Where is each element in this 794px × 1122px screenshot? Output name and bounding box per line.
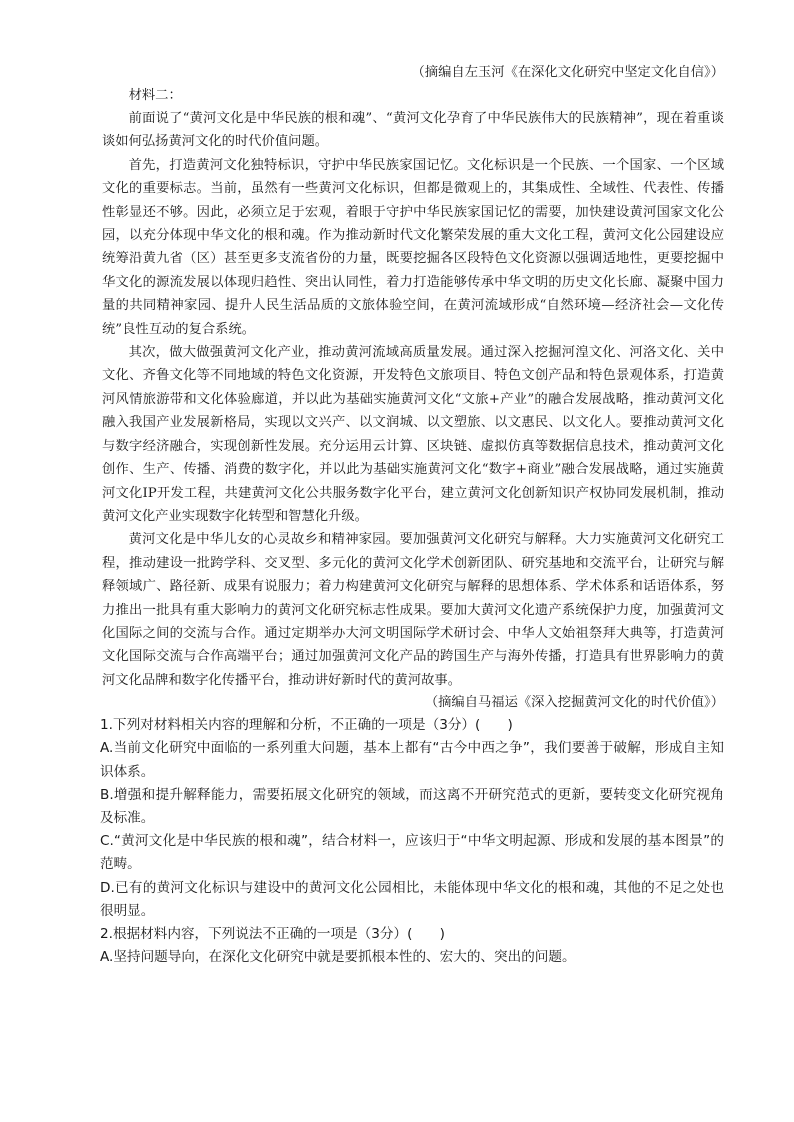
material1-attribution: （摘编自左玉河《在深化文化研究中坚定文化自信》） bbox=[411, 65, 724, 80]
material2-attribution: （摘编自马福运《深入挖掘黄河文化的时代价值》） bbox=[424, 695, 724, 711]
option-a: A.当前文化研究中面临的一系列重大问题，基本上都有“古今中西之争”，我们要善于破解，形成自主知识体系。 bbox=[100, 740, 724, 780]
material2-heading: 材料二： bbox=[128, 88, 182, 103]
option-a: A.坚持问题导向，在深化文化研究中就是要抓根本性的、宏大的、突出的问题。 bbox=[100, 949, 576, 966]
option-d: D.已有的黄河文化标识与建设中的黄河文化公园相比，未能体现中华文化的根和魂，其他的不足之处也很明显。 bbox=[100, 879, 724, 919]
question-2 bbox=[100, 923, 724, 969]
material2-paragraph: 黄河文化是中华儿女的心灵故乡和精神家园。要加强黄河文化研究与解释。大力实施黄河文化研究工程，推动建设一批跨学科、交叉型、多元化的黄河文化学术创新团队、研究基地和交流平台，让研究与解释领域广、路径新、成果有说服力；着力构建黄河文化研究与解释的思想体系、学术体系和话语体系，努力推出一批具有重大影响力的黄河文化研究标志性成果。要加大黄河文化遗产系统保护力度，加强黄河文化国际之间的交流与合作。通过定期举办大河文明国际学术研讨会、中华人文始祖祭拜大典等，打造黄河文化国际交流与合作高端平台；通过加强黄河文化产品的跨国生产与海外传播，打造具有世界影响力的黄河文化品牌和数字化传播平台，推动讲好新时代的黄河故事。 bbox=[102, 532, 724, 688]
option-c: C.“黄河文化是中华民族的根和魂”，结合材料一，应该归于“中华文明起源、形成和发展的基本图景”的范畴。 bbox=[100, 833, 724, 873]
question-1 bbox=[100, 714, 724, 923]
question-stem: 1.下列对材料相关内容的理解和分析，不正确的一项是（3分）( ) bbox=[100, 717, 513, 734]
option-b: B.增强和提升解释能力，需要拓展文化研究的领域，而这离不开研究范式的更新，要转变文化研究视角及标准。 bbox=[100, 786, 724, 826]
material2-paragraph: 首先，打造黄河文化独特标识，守护中华民族家国记忆。文化标识是一个民族、一个国家、一个区域文化的重要标志。当前，虽然有一些黄河文化标识，但都是微观上的，其集成性、全域性、代表性、传播性彰显还不够。因此，必须立足于宏观，着眼于守护中华民族家国记忆的需要，加快建设黄河国家文化公园，以充分体现中华文化的根和魂。作为推动新时代文化繁荣发展的重大文化工程，黄河文化公园建设应统筹沿黄九省（区）甚至更多支流省份的力量，既要挖掘各区段特色文化资源以强调适地性，更要挖掘中华文化的源流发展以体现归趋性、突出认同性，着力打造能够传承中华文明的历史文化长廊、凝聚中国力量的共同精神家园、提升人民生活品质的文旅体验空间，在黄河流域形成“自然环境—经济社会—文化传统”良性互动的复合系统。 bbox=[102, 157, 724, 337]
material2-paragraph: 其次，做大做强黄河文化产业，推动黄河流域高质量发展。通过深入挖掘河湟文化、河洛文化、关中文化、齐鲁文化等不同地域的特色文化资源，开发特色文旅项目、特色文创产品和特色景观体系，打造黄河风情旅游带和文化体验廊道，并以此为基础实施黄河文化“文旅+产业”的融合发展战略，推动黄河文化融入我国产业发展新格局，实现以文兴产、以文润城、以文塑旅、以文惠民、以文化人。要推动黄河文化与数字经济融合，实现创新性发展。充分运用云计算、区块链、虚拟仿真等数据信息技术，推动黄河文化创作、生产、传播、消费的数字化，并以此为基础实施黄河文化“数字+商业”融合发展战略，通过实施黄河文化IP开发工程，共建黄河文化公共服务数字化平台，建立黄河文化创新知识产权协同发展机制，推动黄河文化产业实现数字化转型和智慧化升级。 bbox=[102, 345, 724, 524]
question-stem: 2.根据材料内容，下列说法不正确的一项是（3分）( ) bbox=[100, 925, 445, 942]
material2-paragraph: 前面说了“黄河文化是中华民族的根和魂”、“黄河文化孕育了中华民族伟大的民族精神”，现在着重谈谈如何弘扬黄河文化的时代价值问题。 bbox=[102, 111, 724, 150]
